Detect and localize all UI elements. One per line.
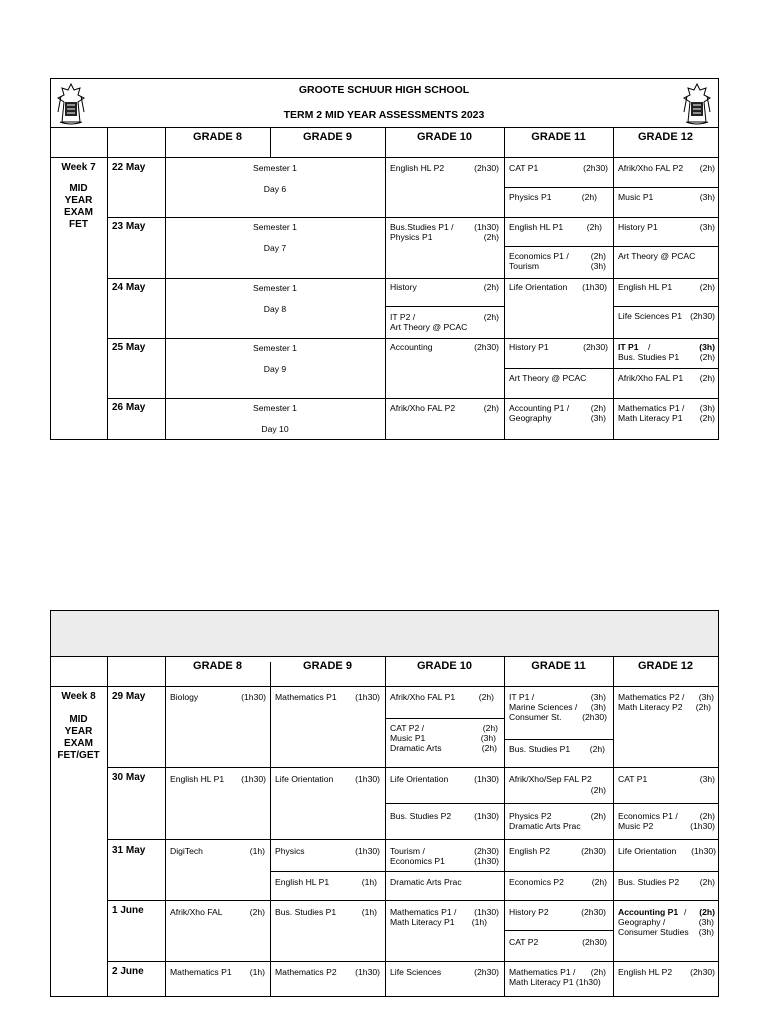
exam-subject: Afrik/Xho FAL P1 xyxy=(618,373,684,383)
page-title: TERM 2 MID YEAR ASSESSMENTS 2023 xyxy=(283,109,485,121)
exam-subject: Physics xyxy=(275,846,305,856)
exam-subject: English HL P1 xyxy=(618,282,673,292)
date-label: 2 June xyxy=(112,966,144,977)
exam-subject: IT P1 / xyxy=(509,692,535,702)
exam-subject: Physics P2 xyxy=(509,811,552,821)
exam-subject: Geography xyxy=(509,413,552,423)
exam-subject: Economics P1 / xyxy=(509,251,569,261)
exam-duration: (1h30) xyxy=(474,222,499,232)
exam-duration: (2h) xyxy=(591,877,607,887)
exam-duration: (2h30) xyxy=(690,311,715,321)
exam-subject: Tourism / xyxy=(390,846,425,856)
exam-duration: (2h30) xyxy=(474,342,499,352)
exam-duration: (2h30) xyxy=(474,163,499,173)
exam-subject: Bus. Studies P2 xyxy=(390,811,452,821)
exam-subject: CAT P1 xyxy=(618,774,648,784)
grade-9-header: GRADE 9 xyxy=(303,660,352,672)
exam-subject: Mathematics P1 / xyxy=(618,403,685,413)
exam-duration: (2h) xyxy=(695,702,711,712)
exam-subject: Life Orientation xyxy=(390,774,449,784)
exam-subject: Dramatic Arts Prac xyxy=(390,877,462,887)
week-label-line: EXAM xyxy=(64,207,93,218)
exam-duration: (1h30) xyxy=(355,692,380,702)
exam-subject: Life Orientation xyxy=(618,846,677,856)
exam-duration: (2h) xyxy=(481,743,497,753)
exam-subject: CAT P1 xyxy=(509,163,539,173)
semester-label: Semester 1 xyxy=(253,163,297,173)
grade-12-header: GRADE 12 xyxy=(637,131,694,143)
exam-duration: (1h30) xyxy=(355,846,380,856)
exam-subject: Art Theory @ PCAC xyxy=(390,322,468,332)
exam-subject: Mathematics P1 xyxy=(170,967,232,977)
separator: / xyxy=(648,342,651,352)
exam-duration: (2h30) xyxy=(474,846,499,856)
school-name: GROOTE SCHUUR HIGH SCHOOL xyxy=(298,84,470,96)
exam-subject: Bus. Studies P1 xyxy=(618,352,680,362)
exam-duration: (1h30) xyxy=(474,907,499,917)
week-label-line: YEAR xyxy=(64,195,93,206)
exam-subject: Geography / xyxy=(618,917,666,927)
day-label: Day 6 xyxy=(263,184,287,194)
week-label-line: EXAM xyxy=(64,738,93,749)
exam-duration: (3h) xyxy=(480,733,496,743)
exam-subject: Math Literacy P1 xyxy=(618,413,683,423)
grade-8-header: GRADE 8 xyxy=(193,131,242,143)
date-label: 30 May xyxy=(112,772,146,783)
exam-duration: (2h) xyxy=(482,723,498,733)
exam-subject: Accounting P1 xyxy=(618,907,679,917)
exam-subject: Tourism xyxy=(509,261,540,271)
exam-duration: (1h) xyxy=(361,877,377,887)
exam-duration: (1h30) xyxy=(582,282,607,292)
exam-subject: Afrik/Xho FAL xyxy=(170,907,223,917)
exam-subject: Marine Sciences / xyxy=(509,702,578,712)
exam-subject: Accounting xyxy=(390,342,433,352)
exam-subject: Bus. Studies P1 xyxy=(275,907,337,917)
exam-subject: Life Orientation xyxy=(275,774,334,784)
date-label: 24 May xyxy=(112,282,146,293)
exam-duration: (1h30) xyxy=(690,821,715,831)
exam-duration: (2h) xyxy=(699,413,715,423)
semester-label: Semester 1 xyxy=(253,222,297,232)
exam-duration: (1h30) xyxy=(474,811,499,821)
exam-duration: (2h) xyxy=(699,877,715,887)
exam-duration: (3h) xyxy=(699,192,715,202)
date-label: 31 May xyxy=(112,845,146,856)
exam-duration: (2h) xyxy=(249,907,265,917)
exam-subject: Physics P1 xyxy=(390,232,433,242)
exam-duration: (2h) xyxy=(699,811,715,821)
exam-duration: (2h) xyxy=(581,192,597,202)
grade-11-header: GRADE 11 xyxy=(531,131,586,143)
exam-duration: (1h) xyxy=(249,846,265,856)
exam-duration: (2h) xyxy=(589,744,605,754)
exam-duration: (2h30) xyxy=(690,967,715,977)
exam-subject: Economics P1 / xyxy=(618,811,678,821)
exam-subject: IT P1 xyxy=(618,342,639,352)
exam-subject: Physics P1 xyxy=(509,192,552,202)
exam-subject: Consumer Studies xyxy=(618,927,689,937)
exam-subject: Music P1 xyxy=(390,733,426,743)
exam-subject: English HL P1 xyxy=(509,222,564,232)
exam-subject: Mathematics P2 / xyxy=(618,692,685,702)
exam-subject: Afrik/Xho FAL P1 xyxy=(390,692,456,702)
exam-duration: (2h) xyxy=(699,282,715,292)
exam-duration: (3h) xyxy=(699,403,715,413)
semester-label: Semester 1 xyxy=(253,283,297,293)
exam-subject: IT P2 / xyxy=(390,312,416,322)
exam-duration: (1h30) xyxy=(241,774,266,784)
exam-duration: (2h) xyxy=(699,373,715,383)
exam-duration: (2h) xyxy=(590,403,606,413)
exam-duration: (2h30) xyxy=(474,967,499,977)
week-label: Week 8 xyxy=(61,691,96,702)
exam-subject: English HL P1 xyxy=(275,877,330,887)
exam-duration: (2h) xyxy=(590,785,606,795)
exam-subject: History P2 xyxy=(509,907,549,917)
exam-subject: Life Sciences P1 xyxy=(618,311,683,321)
week-label-line: FET xyxy=(69,219,88,230)
grade-12-header: GRADE 12 xyxy=(637,660,694,672)
exam-subject: Life Sciences xyxy=(390,967,442,977)
week-label-line: YEAR xyxy=(64,726,93,737)
exam-duration: (2h) xyxy=(483,403,499,413)
exam-subject: Biology xyxy=(170,692,199,702)
exam-duration: (2h) xyxy=(699,907,715,917)
date-label: 23 May xyxy=(112,221,146,232)
exam-subject: History P1 xyxy=(509,342,549,352)
exam-subject: Accounting P1 / xyxy=(509,403,570,413)
day-label: Day 10 xyxy=(261,424,289,434)
exam-duration: (3h) xyxy=(698,917,714,927)
exam-duration: (1h) xyxy=(249,967,265,977)
exam-duration: (2h30) xyxy=(583,163,608,173)
exam-duration: (2h) xyxy=(590,811,606,821)
exam-duration: (3h) xyxy=(698,692,714,702)
exam-subject: Dramatic Arts xyxy=(390,743,442,753)
exam-subject: Economics P1 xyxy=(390,856,445,866)
date-label: 26 May xyxy=(112,402,146,413)
exam-subject: Bus.Studies P1 / xyxy=(390,222,454,232)
date-label: 1 June xyxy=(112,905,144,916)
exam-subject: Afrik/Xho/Sep FAL P2 xyxy=(509,774,592,784)
exam-duration: (2h) xyxy=(478,692,494,702)
exam-subject: English HL P2 xyxy=(390,163,445,173)
semester-label: Semester 1 xyxy=(253,343,297,353)
exam-duration: (1h30) xyxy=(355,774,380,784)
exam-subject: Bus. Studies P1 xyxy=(509,744,571,754)
exam-subject: Art Theory @ PCAC xyxy=(618,251,696,261)
exam-duration: (2h) xyxy=(483,312,499,322)
exam-duration: (2h) xyxy=(699,352,715,362)
exam-duration: (3h) xyxy=(698,927,714,937)
day-label: Day 9 xyxy=(263,364,287,374)
grade-9-header: GRADE 9 xyxy=(303,131,352,143)
exam-subject: Math Literacy P1 xyxy=(390,917,455,927)
exam-subject: CAT P2 / xyxy=(390,723,425,733)
exam-subject: Bus. Studies P2 xyxy=(618,877,680,887)
exam-duration: (1h) xyxy=(361,907,377,917)
exam-subject: Mathematics P1 / xyxy=(390,907,457,917)
exam-subject: Math Literacy P2 xyxy=(618,702,683,712)
blank-header-band xyxy=(51,611,718,656)
exam-duration: (3h) xyxy=(699,774,715,784)
day-label: Day 7 xyxy=(263,243,287,253)
exam-subject: Afrik/Xho FAL P2 xyxy=(618,163,684,173)
exam-duration: (2h30) xyxy=(582,937,607,947)
date-label: 29 May xyxy=(112,691,146,702)
grade-8-header: GRADE 8 xyxy=(193,660,242,672)
exam-subject: English HL P1 xyxy=(170,774,225,784)
grade-10-header: GRADE 10 xyxy=(416,660,473,672)
exam-subject: DigiTech xyxy=(170,846,203,856)
exam-subject: Life Orientation xyxy=(509,282,568,292)
exam-duration: (1h) xyxy=(471,917,487,927)
exam-duration: (3h) xyxy=(699,342,715,352)
exam-duration: (3h) xyxy=(590,692,606,702)
exam-subject: Art Theory @ PCAC xyxy=(509,373,587,383)
date-label: 25 May xyxy=(112,342,146,353)
day-label: Day 8 xyxy=(263,304,287,314)
exam-subject: Music P1 xyxy=(618,192,654,202)
exam-subject: Music P2 xyxy=(618,821,654,831)
exam-subject: Mathematics P1 / xyxy=(509,967,576,977)
exam-duration: (2h) xyxy=(483,282,499,292)
exam-duration: (1h30) xyxy=(474,774,499,784)
exam-subject: Consumer St. xyxy=(509,712,562,722)
exam-duration: (2h) xyxy=(699,163,715,173)
exam-subject: Mathematics P1 xyxy=(275,692,337,702)
exam-duration: (3h) xyxy=(590,261,606,271)
exam-duration: (2h30) xyxy=(581,907,606,917)
grade-11-header: GRADE 11 xyxy=(531,660,586,672)
week-label-line: MID xyxy=(69,183,88,194)
separator: / xyxy=(684,907,687,917)
week-label-line: FET/GET xyxy=(57,750,100,761)
exam-subject: Mathematics P2 xyxy=(275,967,337,977)
exam-duration: (1h30) xyxy=(691,846,716,856)
exam-duration: (3h) xyxy=(590,413,606,423)
grade-10-header: GRADE 10 xyxy=(416,131,473,143)
exam-duration: (3h) xyxy=(699,222,715,232)
exam-duration: (2h30) xyxy=(583,342,608,352)
exam-duration: (2h30) xyxy=(582,712,607,722)
exam-duration: (2h) xyxy=(586,222,602,232)
semester-label: Semester 1 xyxy=(253,403,297,413)
exam-subject: CAT P2 xyxy=(509,937,539,947)
exam-subject: English P2 xyxy=(509,846,551,856)
exam-subject: History xyxy=(390,282,417,292)
exam-duration: (1h30) xyxy=(241,692,266,702)
exam-duration: (2h) xyxy=(590,967,606,977)
exam-subject: Afrik/Xho FAL P2 xyxy=(390,403,456,413)
exam-subject: Dramatic Arts Prac xyxy=(509,821,581,831)
week-label: Week 7 xyxy=(61,162,96,173)
exam-duration: (2h30) xyxy=(581,846,606,856)
week-label-line: MID xyxy=(69,714,88,725)
exam-duration: (2h) xyxy=(590,251,606,261)
exam-duration: (3h) xyxy=(590,702,606,712)
exam-subject: History P1 xyxy=(618,222,658,232)
exam-subject: Economics P2 xyxy=(509,877,564,887)
exam-duration: (1h30) xyxy=(355,967,380,977)
exam-duration: (2h) xyxy=(483,232,499,242)
date-label: 22 May xyxy=(112,162,146,173)
exam-duration: (1h30) xyxy=(474,856,499,866)
exam-subject: Math Literacy P1 (1h30) xyxy=(509,977,601,987)
exam-subject: English HL P2 xyxy=(618,967,673,977)
